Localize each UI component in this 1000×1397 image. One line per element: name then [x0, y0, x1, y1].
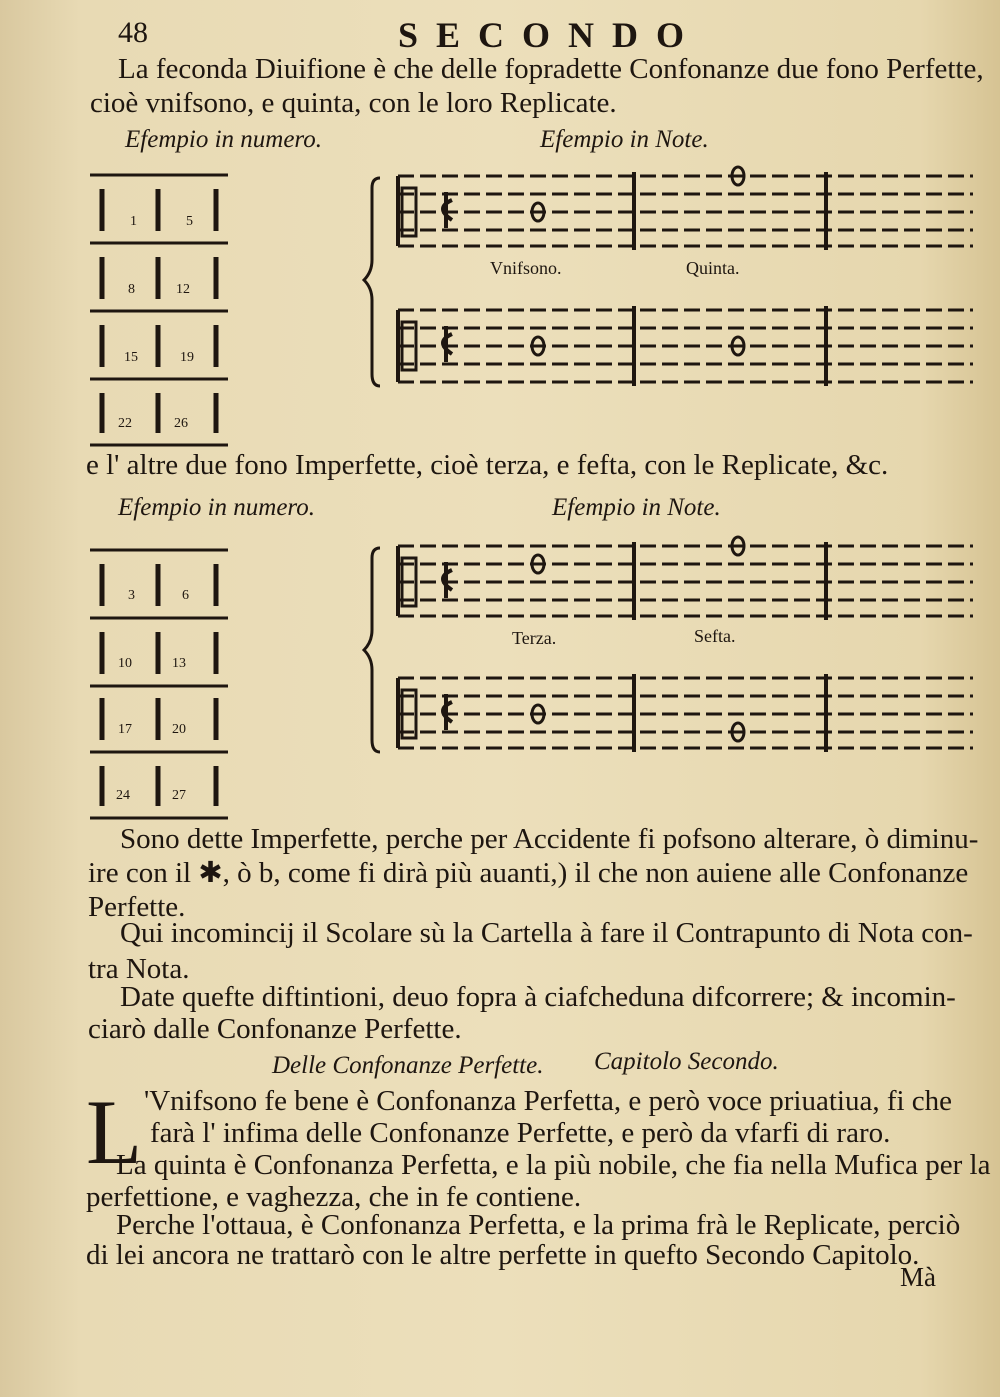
example-number-title: Efempio in numero.	[118, 494, 315, 521]
number-table-imperfect	[88, 540, 238, 825]
interval-number: 19	[180, 350, 194, 365]
example-note-title: Efempio in Note.	[552, 494, 721, 521]
text-line: cioè vnifsono, e quinta, con le loro Replicate.	[90, 87, 617, 119]
number-table-perfect	[88, 165, 238, 450]
interval-number: 15	[124, 350, 138, 365]
drop-cap: L	[86, 1081, 143, 1183]
interval-number: 12	[176, 282, 190, 297]
example-number-title: Efempio in numero.	[125, 126, 322, 153]
staff-system-imperfect	[358, 530, 978, 770]
interval-label: Sefta.	[694, 626, 736, 646]
text-line: La quinta è Confonanza Perfetta, e la più nobile, che fia nella Mufica per la	[116, 1149, 991, 1181]
example-note-title: Efempio in Note.	[540, 126, 709, 153]
running-title: SECONDO	[398, 15, 703, 55]
interval-number: 8	[128, 282, 135, 297]
interval-number: 22	[118, 416, 132, 431]
staff-system-perfect	[358, 160, 978, 400]
chapter-title: Delle Confonanze Perfette.	[272, 1052, 544, 1079]
text-line: La feconda Diuifione è che delle fopradette Confonanze due fono Perfette,	[118, 53, 984, 85]
interval-number: 20	[172, 722, 186, 737]
text-line: Perche l'ottaua, è Confonanza Perfetta, e la prima frà le Replicate, perciò	[116, 1209, 961, 1241]
chapter-subtitle: Capitolo Secondo.	[594, 1048, 779, 1075]
interval-number: 17	[118, 722, 132, 737]
text-line: Date quefte diftintioni, deuo fopra à ciafcheduna difcorrere; & incomin-	[120, 981, 956, 1013]
interval-number: 3	[128, 588, 135, 603]
interval-number: 26	[174, 416, 188, 431]
text-line: 'Vnifsono fe bene è Confonanza Perfetta, e però voce priuatiua, fi che	[144, 1085, 953, 1117]
interval-number: 27	[172, 788, 186, 803]
text-line: ire con il ✱, ò b, come fi dirà più auanti,) il che non auiene alle Confonanze	[88, 857, 969, 889]
text-line: Perfette.	[88, 891, 186, 923]
interval-number: 1	[130, 214, 137, 229]
text-line: perfettione, e vaghezza, che in fe contiene.	[86, 1181, 582, 1213]
interval-number: 6	[182, 588, 189, 603]
interval-label: Quinta.	[686, 258, 740, 278]
page-number: 48	[118, 16, 148, 49]
text-line: Sono dette Imperfette, perche per Accidente fi pofsono alterare, ò diminu-	[120, 823, 979, 855]
interval-label: Vnifsono.	[490, 258, 562, 278]
text-line: tra Nota.	[88, 953, 190, 985]
catchword: Mà	[900, 1262, 936, 1292]
interval-number: 5	[186, 214, 193, 229]
text-line: di lei ancora ne trattarò con le altre perfette in quefto Secondo Capitolo.	[86, 1239, 920, 1271]
text-line: ciarò dalle Confonanze Perfette.	[88, 1013, 462, 1045]
interval-label: Terza.	[512, 628, 557, 648]
text-line: e l' altre due fono Imperfette, cioè terza, e fefta, con le Replicate, &c.	[86, 449, 889, 481]
text-line: Qui incomincij il Scolare sù la Cartella à fare il Contrapunto di Nota con-	[120, 917, 973, 949]
interval-number: 24	[116, 788, 130, 803]
interval-number: 13	[172, 656, 186, 671]
text-line: farà l' infima delle Confonanze Perfette, e però da vfarfi di raro.	[150, 1117, 891, 1149]
interval-number: 10	[118, 656, 132, 671]
